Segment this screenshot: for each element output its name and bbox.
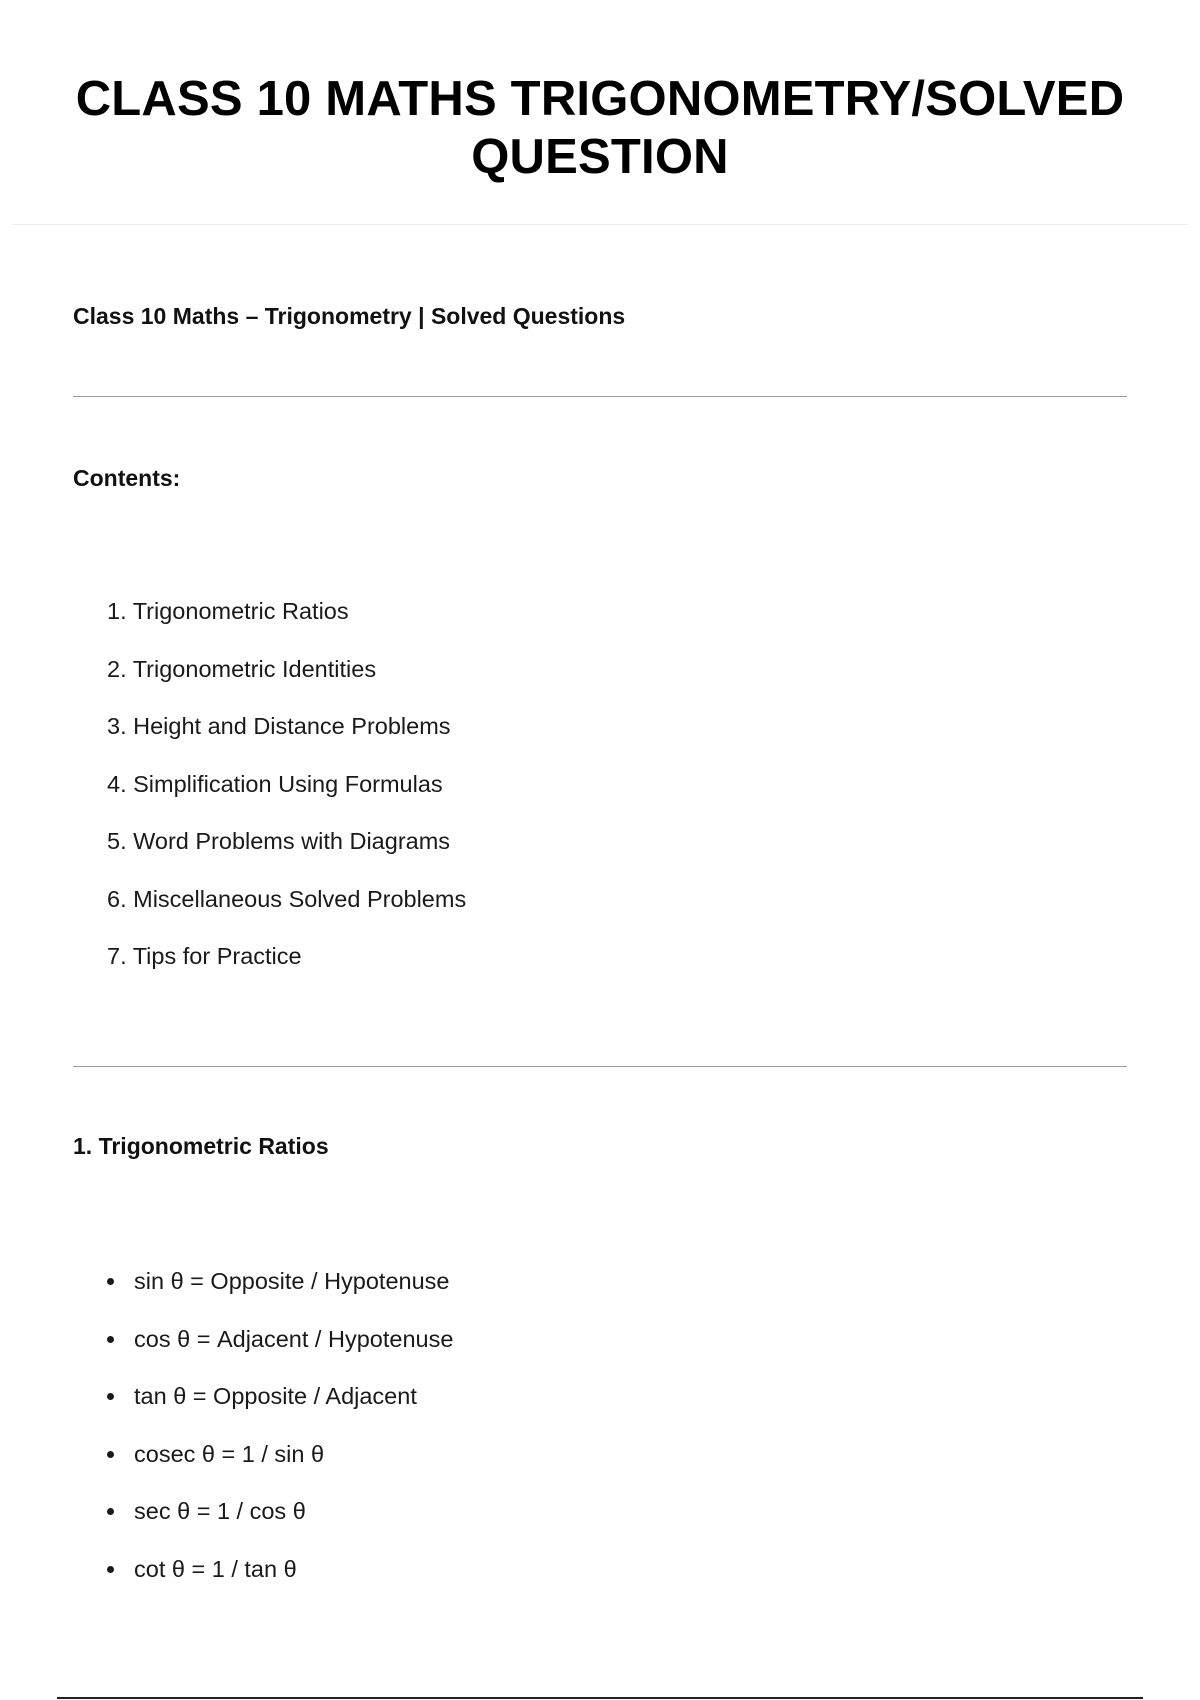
ratio-item: [107, 1554, 453, 1612]
ratio-item: [107, 1381, 453, 1439]
ratio-text: sec θ = 1 / cos θ: [134, 1498, 306, 1524]
page-header: [12, 0, 1188, 225]
page-title: CLASS 10 MATHS TRIGONOMETRY/SOLVED QUESTION: [75, 72, 1125, 184]
contents-item: 7. Tips for Practice: [107, 943, 302, 969]
section-heading-trigonometric-ratios: 1. Trigonometric Ratios: [73, 1133, 329, 1159]
contents-heading: Contents:: [73, 465, 181, 491]
ratio-text: sin θ = Opposite / Hypotenuse: [134, 1268, 450, 1294]
bullet-icon: [107, 1278, 114, 1285]
horizontal-divider: [73, 1066, 1127, 1067]
contents-item: 4. Simplification Using Formulas: [107, 770, 443, 797]
contents-item: 3. Height and Distance Problems: [107, 713, 451, 739]
contents-item: 5. Word Problems with Diagrams: [107, 828, 451, 854]
ratio-text: tan θ = Opposite / Adjacent: [134, 1383, 417, 1409]
bullet-icon: [107, 1451, 114, 1458]
contents-item: 1. Trigonometric Ratios: [107, 598, 349, 624]
ratios-list: [107, 1266, 453, 1611]
bullet-icon: [107, 1566, 114, 1573]
bullet-icon: [107, 1508, 114, 1515]
contents-item: 6. Miscellaneous Solved Problems: [107, 885, 467, 912]
bullet-icon: [107, 1336, 114, 1343]
horizontal-divider: [57, 1697, 1143, 1699]
ratio-text: cot θ = 1 / tan θ: [134, 1555, 297, 1582]
contents-item: 2. Trigonometric Identities: [107, 655, 377, 682]
bullet-icon: [107, 1393, 114, 1400]
ratio-item: [107, 1439, 453, 1497]
ratio-item: [107, 1324, 453, 1382]
ratio-item: [107, 1496, 453, 1554]
horizontal-divider: [73, 396, 1127, 397]
document-subtitle: Class 10 Maths – Trigonometry | Solved Questions: [73, 303, 626, 329]
ratio-item: [107, 1266, 453, 1324]
ratio-text: cos θ = Adjacent / Hypotenuse: [134, 1325, 454, 1352]
ratio-text: cosec θ = 1 / sin θ: [134, 1440, 325, 1467]
contents-list: [107, 596, 466, 999]
